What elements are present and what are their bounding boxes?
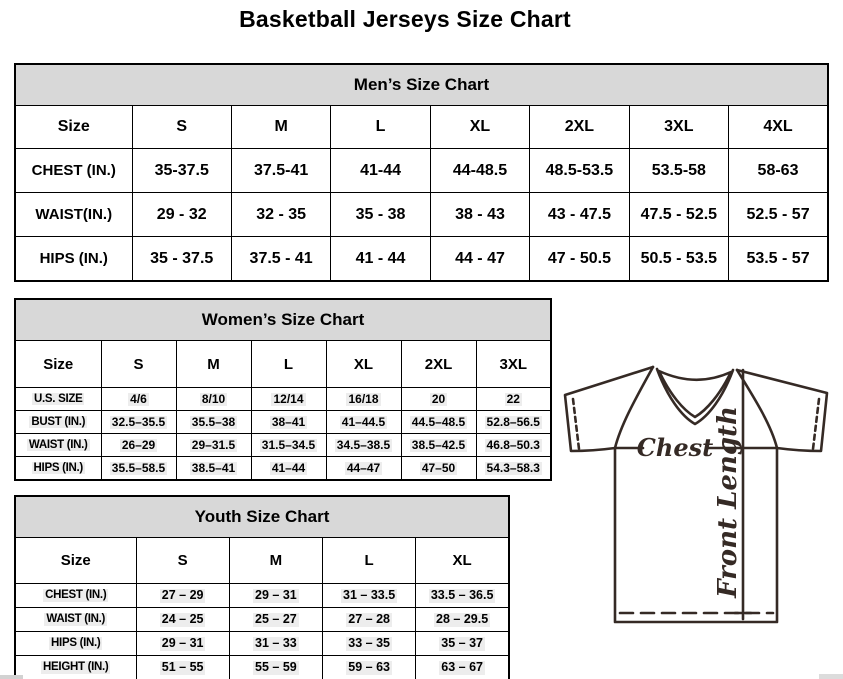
row-label: HIPS (IN.) bbox=[15, 632, 136, 656]
table-header-row bbox=[15, 341, 551, 388]
header-cell: 4XL bbox=[729, 106, 828, 149]
jersey-collar-band bbox=[659, 371, 731, 380]
value-cell: 48.5-53.5 bbox=[530, 149, 629, 193]
value-cell: 63 – 67 bbox=[416, 656, 509, 679]
value-cell: 41–44.5 bbox=[326, 411, 401, 434]
value-cell: 54.3–58.3 bbox=[476, 457, 551, 481]
value-cell: 59 – 63 bbox=[323, 656, 416, 679]
table-row bbox=[15, 411, 551, 434]
value-cell: 24 – 25 bbox=[136, 608, 229, 632]
value-cell: 51 – 55 bbox=[136, 656, 229, 679]
header-cell: Size bbox=[15, 106, 132, 149]
row-label: WAIST (IN.) bbox=[15, 608, 136, 632]
row-label: CHEST (IN.) bbox=[15, 584, 136, 608]
value-cell: 35.5–38 bbox=[176, 411, 251, 434]
value-cell: 8/10 bbox=[176, 388, 251, 411]
table-title-row bbox=[15, 299, 551, 341]
value-cell: 53.5 - 57 bbox=[729, 237, 828, 282]
value-cell: 33.5 – 36.5 bbox=[416, 584, 509, 608]
value-cell: 58-63 bbox=[729, 149, 828, 193]
header-cell: Size bbox=[15, 341, 101, 388]
header-cell: 2XL bbox=[401, 341, 476, 388]
table-row bbox=[15, 584, 509, 608]
table-row bbox=[15, 656, 509, 679]
value-cell: 31.5–34.5 bbox=[251, 434, 326, 457]
header-cell: Size bbox=[15, 538, 136, 584]
row-label: U.S. SIZE bbox=[15, 388, 101, 411]
header-cell: L bbox=[323, 538, 416, 584]
value-cell: 47.5 - 52.5 bbox=[629, 193, 728, 237]
value-cell: 25 – 27 bbox=[229, 608, 322, 632]
value-cell: 38.5–42.5 bbox=[401, 434, 476, 457]
jersey-sleeve-hem-dashes bbox=[813, 399, 819, 449]
value-cell: 31 – 33.5 bbox=[323, 584, 416, 608]
value-cell: 12/14 bbox=[251, 388, 326, 411]
value-cell: 27 – 29 bbox=[136, 584, 229, 608]
value-cell: 44 - 47 bbox=[430, 237, 529, 282]
value-cell: 37.5-41 bbox=[231, 149, 330, 193]
table-title-row bbox=[15, 64, 828, 106]
row-label: HEIGHT (IN.) bbox=[15, 656, 136, 679]
header-cell: L bbox=[251, 341, 326, 388]
row-label: CHEST (IN.) bbox=[15, 149, 132, 193]
value-cell: 46.8–50.3 bbox=[476, 434, 551, 457]
value-cell: 35 - 38 bbox=[331, 193, 430, 237]
value-cell: 41–44 bbox=[251, 457, 326, 481]
table-title-row bbox=[15, 496, 509, 538]
mens-size-chart-table bbox=[14, 63, 829, 282]
womens-size-chart-table bbox=[14, 298, 552, 481]
value-cell: 35-37.5 bbox=[132, 149, 231, 193]
header-cell: M bbox=[229, 538, 322, 584]
header-cell: 2XL bbox=[530, 106, 629, 149]
value-cell: 35 - 37.5 bbox=[132, 237, 231, 282]
value-cell: 26–29 bbox=[101, 434, 176, 457]
jersey-sleeve-hem-dashes bbox=[573, 399, 579, 449]
value-cell: 29 – 31 bbox=[229, 584, 322, 608]
value-cell: 35 – 37 bbox=[416, 632, 509, 656]
value-cell: 52.8–56.5 bbox=[476, 411, 551, 434]
cropped-page-artifact bbox=[0, 675, 23, 679]
value-cell: 55 – 59 bbox=[229, 656, 322, 679]
value-cell: 29 - 32 bbox=[132, 193, 231, 237]
value-cell: 4/6 bbox=[101, 388, 176, 411]
value-cell: 38–41 bbox=[251, 411, 326, 434]
page-title: Basketball Jerseys Size Chart bbox=[239, 6, 571, 32]
header-cell: S bbox=[132, 106, 231, 149]
value-cell: 29 – 31 bbox=[136, 632, 229, 656]
row-label: WAIST (IN.) bbox=[15, 434, 101, 457]
value-cell: 41-44 bbox=[331, 149, 430, 193]
value-cell: 38 - 43 bbox=[430, 193, 529, 237]
value-cell: 28 – 29.5 bbox=[416, 608, 509, 632]
mens-table-title: Men’s Size Chart bbox=[15, 64, 828, 106]
jersey-measurement-diagram bbox=[563, 362, 835, 626]
header-cell: 3XL bbox=[629, 106, 728, 149]
row-label: WAIST(IN.) bbox=[15, 193, 132, 237]
value-cell: 27 – 28 bbox=[323, 608, 416, 632]
value-cell: 44–47 bbox=[326, 457, 401, 481]
table-row bbox=[15, 388, 551, 411]
row-label: BUST (IN.) bbox=[15, 411, 101, 434]
table-header-row bbox=[15, 538, 509, 584]
value-cell: 29–31.5 bbox=[176, 434, 251, 457]
value-cell: 43 - 47.5 bbox=[530, 193, 629, 237]
header-cell: S bbox=[101, 341, 176, 388]
value-cell: 31 – 33 bbox=[229, 632, 322, 656]
row-label: HIPS (IN.) bbox=[15, 237, 132, 282]
value-cell: 44.5–48.5 bbox=[401, 411, 476, 434]
table-row bbox=[15, 193, 828, 237]
value-cell: 38.5–41 bbox=[176, 457, 251, 481]
value-cell: 37.5 - 41 bbox=[231, 237, 330, 282]
chest-label: Chest bbox=[636, 433, 714, 462]
jersey-body-outline bbox=[615, 448, 777, 622]
cropped-page-artifact bbox=[819, 674, 843, 679]
table-row bbox=[15, 608, 509, 632]
table-row bbox=[15, 237, 828, 282]
value-cell: 20 bbox=[401, 388, 476, 411]
header-cell: M bbox=[176, 341, 251, 388]
row-label: HIPS (IN.) bbox=[15, 457, 101, 481]
header-cell: M bbox=[231, 106, 330, 149]
header-cell: XL bbox=[430, 106, 529, 149]
value-cell: 52.5 - 57 bbox=[729, 193, 828, 237]
value-cell: 22 bbox=[476, 388, 551, 411]
youth-size-chart-table bbox=[14, 495, 510, 679]
table-row bbox=[15, 149, 828, 193]
value-cell: 33 – 35 bbox=[323, 632, 416, 656]
value-cell: 47 - 50.5 bbox=[530, 237, 629, 282]
womens-table-title: Women’s Size Chart bbox=[15, 299, 551, 341]
value-cell: 47–50 bbox=[401, 457, 476, 481]
value-cell: 32 - 35 bbox=[231, 193, 330, 237]
value-cell: 53.5-58 bbox=[629, 149, 728, 193]
table-row bbox=[15, 457, 551, 481]
value-cell: 32.5–35.5 bbox=[101, 411, 176, 434]
header-cell: XL bbox=[326, 341, 401, 388]
header-cell: 3XL bbox=[476, 341, 551, 388]
youth-table-title: Youth Size Chart bbox=[15, 496, 509, 538]
front-length-label: Front Length bbox=[713, 406, 743, 598]
header-cell: S bbox=[136, 538, 229, 584]
value-cell: 34.5–38.5 bbox=[326, 434, 401, 457]
value-cell: 16/18 bbox=[326, 388, 401, 411]
table-header-row bbox=[15, 106, 828, 149]
value-cell: 44-48.5 bbox=[430, 149, 529, 193]
table-row bbox=[15, 632, 509, 656]
header-cell: XL bbox=[416, 538, 509, 584]
table-row bbox=[15, 434, 551, 457]
value-cell: 41 - 44 bbox=[331, 237, 430, 282]
header-cell: L bbox=[331, 106, 430, 149]
value-cell: 50.5 - 53.5 bbox=[629, 237, 728, 282]
value-cell: 35.5–58.5 bbox=[101, 457, 176, 481]
